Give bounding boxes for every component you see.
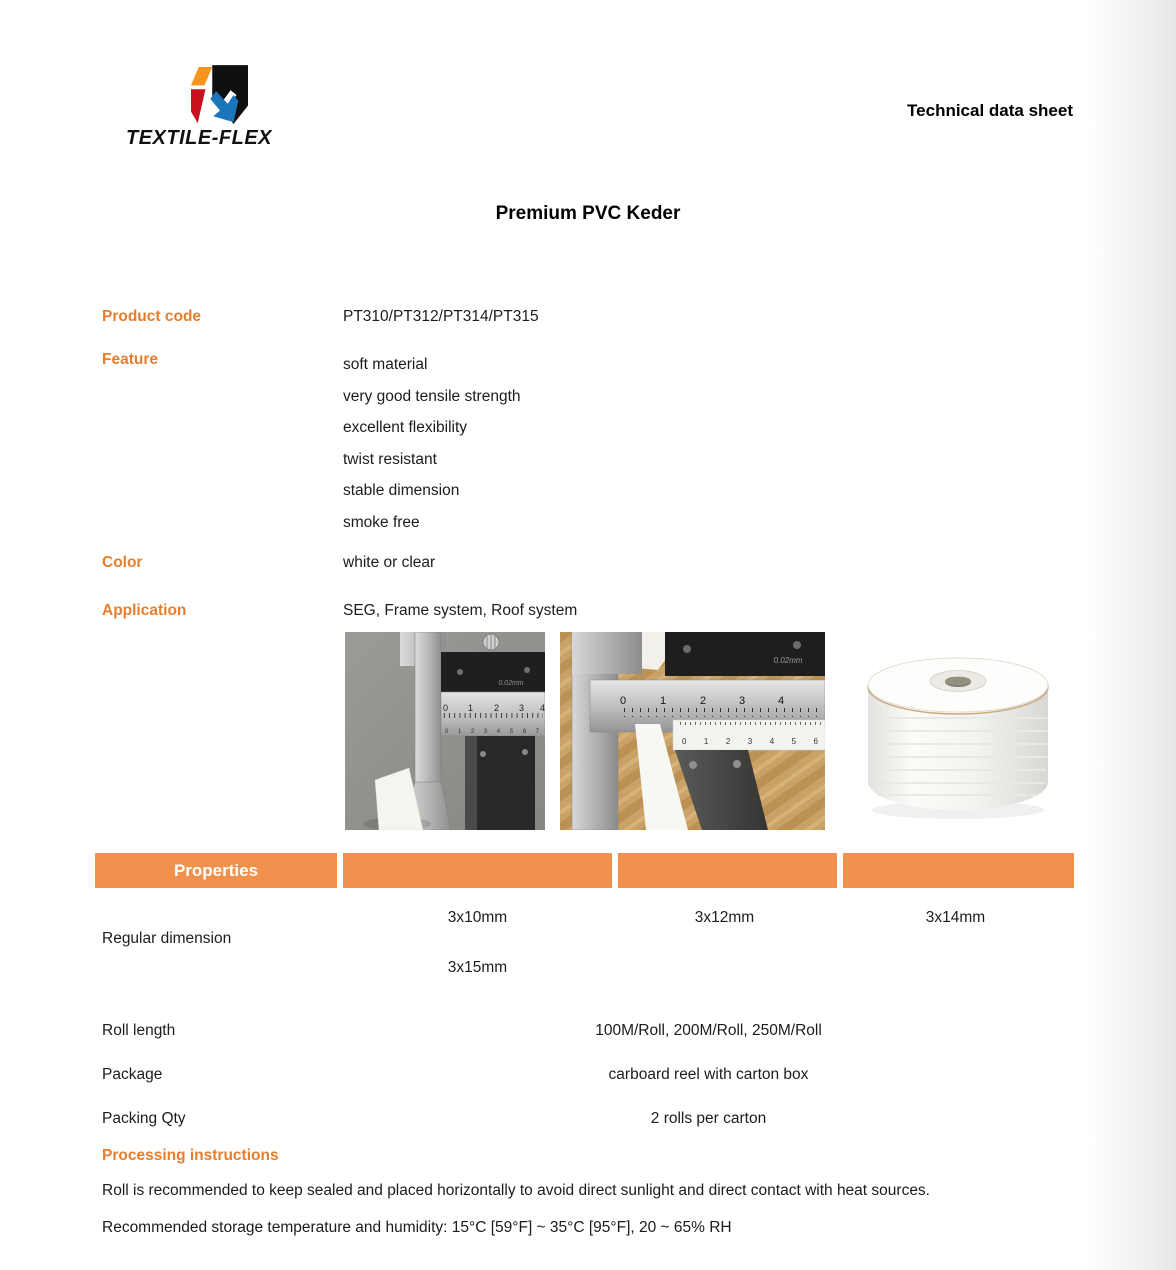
vernier-scale: 0 1 2 3 4 5 6 7 (445, 729, 539, 735)
spec-value: PT310/PT312/PT314/PT315 (343, 308, 539, 325)
spec-row-application (102, 600, 862, 621)
dimension-value: 3x10mm (447, 909, 508, 926)
table-row-label: Regular dimension (102, 929, 232, 947)
table-cell: 2 rolls per carton (650, 1110, 767, 1127)
spec-value: white or clear (343, 554, 436, 571)
table-cell: 3x12mm (694, 909, 755, 926)
spec-label: Product code (102, 308, 202, 325)
dimension-value: 3x15mm (447, 959, 508, 976)
keder-roll-on-cardboard-reel-photo (860, 632, 1056, 830)
spec-label: Application (102, 602, 187, 619)
scale-number: 2 (494, 703, 500, 713)
table-cell (343, 888, 612, 1007)
scale-number: 2 (700, 695, 707, 707)
feature-item: twist resistant (343, 450, 437, 468)
spec-label: Feature (102, 351, 158, 368)
table-cell: carboard reel with carton box (608, 1066, 809, 1083)
feature-item: smoke free (343, 513, 420, 531)
feature-list (343, 349, 521, 538)
scale-number: 4 (778, 695, 785, 707)
page-edge-shadow (1090, 0, 1176, 1270)
scale-number: 0 (620, 695, 627, 707)
scale-number: 3 (739, 695, 746, 707)
caliper-measuring-keder-strip-photo (560, 632, 825, 830)
feature-item: excellent flexibility (343, 419, 468, 436)
processing-paragraph: Roll is recommended to keep sealed and placed horizontally to avoid direct sunlight and direct contact with heat sources. (102, 1182, 930, 1199)
brand-wordmark: TEXTILE-FLEX (126, 127, 272, 149)
processing-paragraph: Recommended storage temperature and humidity: 15°C [59°F] ~ 35°C [95°F], 20 ~ 65% RH (102, 1219, 732, 1236)
table-row-label: Package (102, 1066, 163, 1083)
processing-instructions-heading: Processing instructions (102, 1147, 279, 1164)
spec-label: Color (102, 554, 143, 571)
processing-instructions-section (102, 1147, 1082, 1237)
precision-label: 0.02mm (773, 656, 803, 665)
table-row-label: Packing Qty (102, 1110, 186, 1127)
properties-table-body (95, 888, 1074, 1139)
properties-header-cell (843, 853, 1074, 888)
vernier-scale: 0 1 2 3 4 5 6 (682, 737, 818, 746)
table-row-label: Roll length (102, 1022, 176, 1039)
doc-type-label: Technical data sheet (907, 101, 1073, 120)
scale-number: 0 (443, 703, 449, 713)
table-cell: 3x14mm (925, 909, 986, 926)
properties-table-header (95, 853, 1074, 888)
spec-list (102, 306, 862, 643)
page-title: Premium PVC Keder (495, 203, 681, 224)
properties-header-cell (343, 853, 612, 888)
feature-item: stable dimension (343, 482, 460, 499)
spec-row-feature (102, 349, 862, 538)
properties-header-cell (618, 853, 837, 888)
table-cell: 100M/Roll, 200M/Roll, 250M/Roll (595, 1022, 822, 1039)
properties-header-cell: Properties (95, 853, 337, 888)
scale-number: 3 (519, 703, 525, 713)
spec-row-product-code (102, 306, 862, 327)
caliper-measuring-keder-profile-photo (345, 632, 545, 830)
scale-number: 4 (540, 703, 545, 713)
spec-row-color (102, 552, 862, 573)
feature-item: soft material (343, 356, 428, 373)
scale-number: 1 (468, 703, 474, 713)
feature-item: very good tensile strength (343, 387, 521, 405)
scale-number: 1 (660, 695, 667, 707)
brand-logo-icon (190, 64, 248, 128)
spec-value: SEG, Frame system, Roof system (343, 602, 578, 619)
precision-label: 0.02mm (498, 680, 524, 687)
